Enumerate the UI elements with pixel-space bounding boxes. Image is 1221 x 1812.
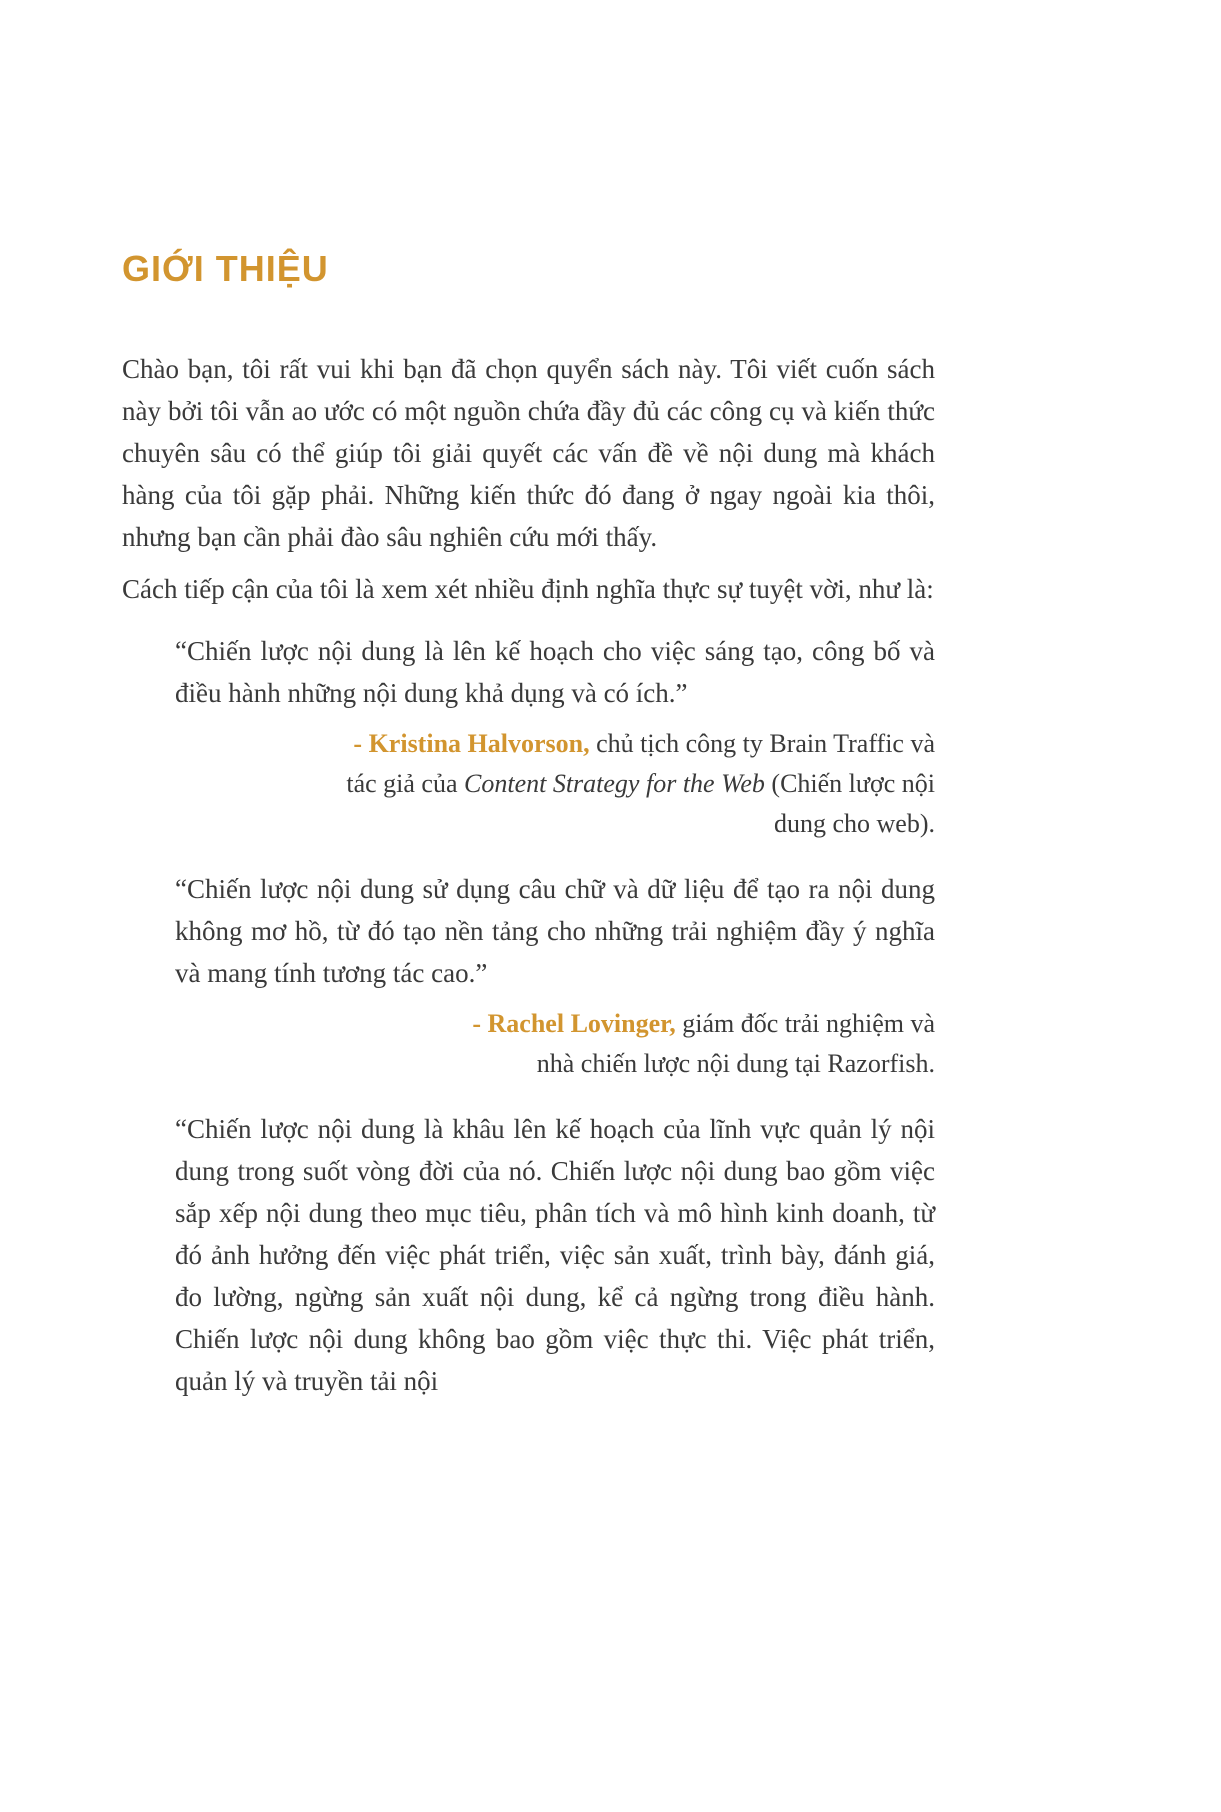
- author-role: giám đốc trải nghiệm và nhà chiến lược nội dung tại Razorfish.: [536, 1009, 935, 1078]
- quote-halvorson: [175, 630, 935, 714]
- intro-paragraph-2: Cách tiếp cận của tôi là xem xét nhiều định nghĩa thực sự tuyệt vời, như là:: [122, 574, 934, 604]
- author-name: - Kristina Halvorson,: [353, 729, 590, 758]
- quote-text: “Chiến lược nội dung sử dụng câu chữ và dữ liệu để tạo ra nội dung không mơ hồ, từ đó tạo nền tảng cho những trải nghiệm đầy ý nghĩa và mang tính tương tác cao.”: [175, 874, 935, 988]
- book-title-translation: (Chiến lược nội dung cho web).: [764, 769, 935, 838]
- author-name: - Rachel Lovinger,: [472, 1009, 676, 1038]
- attribution-halvorson: [335, 724, 935, 844]
- quote-text: “Chiến lược nội dung là lên kế hoạch cho việc sáng tạo, công bố và điều hành những nội dung khả dụng và có ích.”: [175, 636, 935, 708]
- book-title-italic: Content Strategy for the Web: [464, 769, 765, 798]
- page-title: GIỚI THIỆU: [122, 248, 329, 289]
- author-role: chủ tịch công ty Brain Traffic và tác giả của: [346, 729, 935, 798]
- intro-paragraph-1: Chào bạn, tôi rất vui khi bạn đã chọn quyển sách này. Tôi viết cuốn sách này bởi tôi vẫn ao ước có một nguồn chứa đầy đủ các công cụ và kiến thức chuyên sâu có thể giúp tôi giải quyết các vấn đề về nội dung mà khách hàng của tôi gặp phải. Những kiến thức đó đang ở ngay ngoài kia thôi, nhưng bạn cần phải đào sâu nghiên cứu mới thấy.: [122, 354, 935, 552]
- quote-lovinger: [175, 868, 935, 994]
- quote-text: “Chiến lược nội dung là khâu lên kế hoạch của lĩnh vực quản lý nội dung trong suốt vòng đời của nó. Chiến lược nội dung bao gồm việc sắp xếp nội dung theo mục tiêu, phân tích và mô hình kinh doanh, từ đó ảnh hưởng đến việc phát triển, việc sản xuất, trình bày, đánh giá, đo lường, ngừng sản xuất nội dung, kể cả ngừng trong điều hành. Chiến lược nội dung không bao gồm việc thực thi. Việc phát triển, quản lý và truyền tải nội: [175, 1114, 935, 1396]
- quote-content-lifecycle: [175, 1108, 935, 1402]
- attribution-lovinger: [430, 1004, 935, 1084]
